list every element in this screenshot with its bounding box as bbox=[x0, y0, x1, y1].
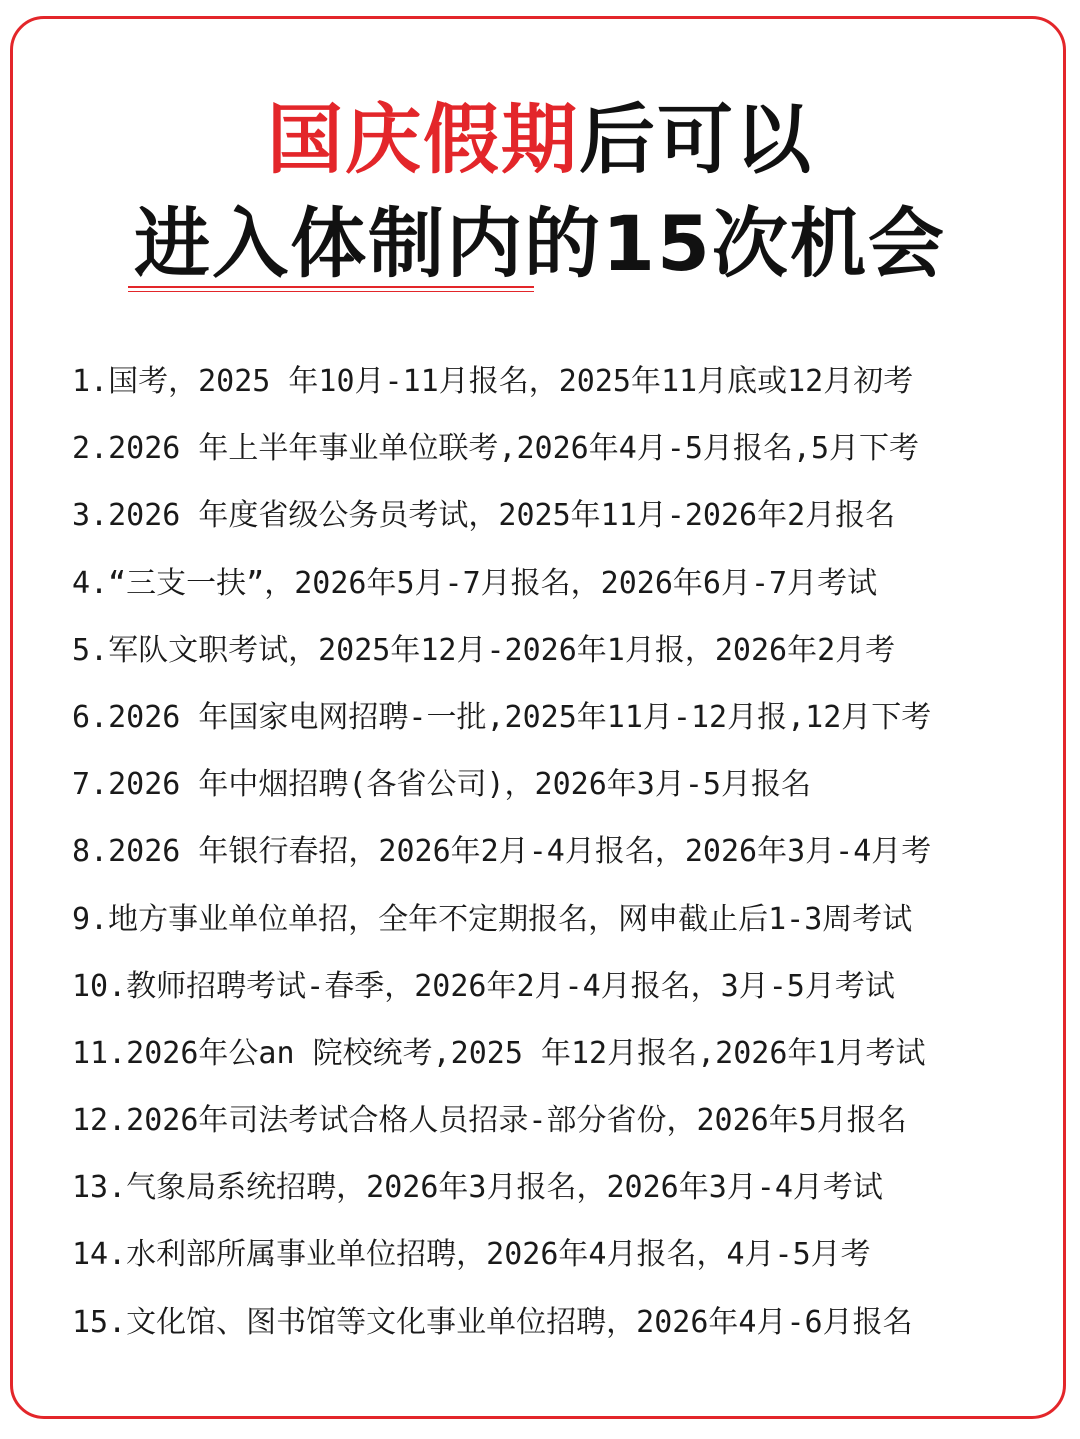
list-item: 9.地方事业单位单招，全年不定期报名，网申截止后1-3周考试 bbox=[72, 901, 913, 937]
title-underline-thin bbox=[128, 291, 534, 292]
list-item: 8.2026 年银行春招，2026年2月-4月报名，2026年3月-4月考 bbox=[72, 834, 932, 870]
list-item: 11.2026年公an 院校统考,2025 年12月报名,2026年1月考试 bbox=[72, 1035, 926, 1071]
list-item: 1.国考，2025 年10月-11月报名，2025年11月底或12月初考 bbox=[72, 364, 914, 399]
title-line-1 bbox=[0, 92, 1080, 188]
list-item: 6.2026 年国家电网招聘-一批,2025年11月-12月报,12月下考 bbox=[72, 699, 932, 735]
list-item: 13.气象局系统招聘，2026年3月报名，2026年3月-4月考试 bbox=[72, 1170, 883, 1206]
list-item: 3.2026 年度省级公务员考试，2025年11月-2026年2月报名 bbox=[72, 498, 896, 534]
title-accent-text: 国庆假期 bbox=[267, 95, 579, 184]
list-item: 10.教师招聘考试-春季，2026年2月-4月报名，3月-5月考试 bbox=[72, 968, 895, 1004]
list-item: 7.2026 年中烟招聘(各省公司)，2026年3月-5月报名 bbox=[72, 767, 811, 803]
list-item: 14.水利部所属事业单位招聘，2026年4月报名，4月-5月考 bbox=[72, 1237, 871, 1273]
title-underline bbox=[128, 286, 534, 288]
list-item: 2.2026 年上半年事业单位联考,2026年4月-5月报名,5月下考 bbox=[72, 431, 920, 467]
title-line-1-rest: 后可以 bbox=[579, 95, 813, 184]
list-item: 4.“三支一扶”，2026年5月-7月报名，2026年6月-7月考试 bbox=[72, 565, 878, 601]
list-item: 5.军队文职考试，2025年12月-2026年1月报，2026年2月考 bbox=[72, 632, 896, 668]
list-item: 15.文化馆、图书馆等文化事业单位招聘，2026年4月-6月报名 bbox=[72, 1304, 913, 1340]
list-item: 12.2026年司法考试合格人员招录-部分省份，2026年5月报名 bbox=[72, 1103, 907, 1139]
title-line-2: 进入体制内的15次机会 bbox=[134, 199, 946, 288]
opportunity-list bbox=[72, 348, 931, 1356]
